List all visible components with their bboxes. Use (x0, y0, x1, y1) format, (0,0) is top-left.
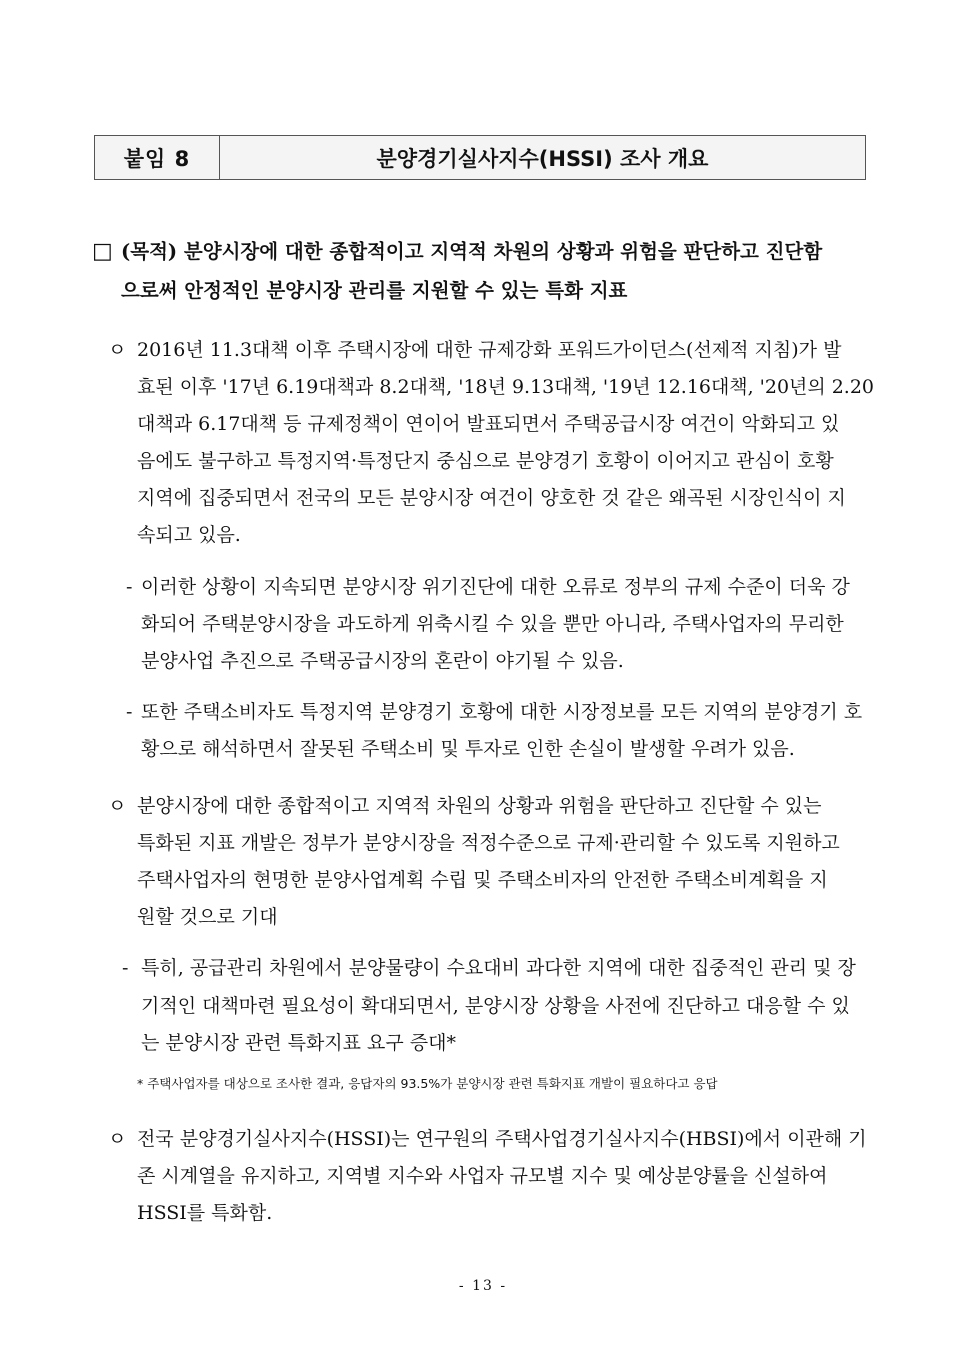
bullet-1-line: 효된 이후 '17년 6.19대책과 8.2대책, '18년 9.13대책, '19년 12.16대책, '20년의 2.20 (137, 376, 874, 398)
bullet-1-line: 지역에 집중되면서 전국의 모든 분양시장 여건이 양호한 것 같은 왜곡된 시장인식이 지 (137, 487, 846, 509)
title-box (94, 135, 866, 180)
dash-2-line: 황으로 해석하면서 잘못된 주택소비 및 투자로 인한 손실이 발생할 우려가 있음. (141, 738, 795, 760)
bullet-3-line: 존 시계열을 유지하고, 지역별 지수와 사업자 규모별 지수 및 예상분양률을 신설하여 (137, 1165, 828, 1187)
bullet-2-line: 주택사업자의 현명한 분양사업계획 수립 및 주택소비자의 안전한 주택소비계획을 지 (137, 869, 828, 891)
circle-bullet-icon: ㅇ (108, 1128, 127, 1150)
bullet-3-line: HSSI를 특화함. (137, 1202, 273, 1224)
bullet-2-line: 분양시장에 대한 종합적이고 지역적 차원의 상황과 위험을 판단하고 진단할 수 있는 (137, 795, 822, 817)
dash-3-line: 기적인 대책마련 필요성이 확대되면서, 분양시장 상황을 사전에 진단하고 대응할 수 있 (141, 995, 850, 1017)
bullet-1-line: 2016년 11.3대책 이후 주택시장에 대한 규제강화 포워드가이던스(선제적 지침)가 발 (137, 339, 842, 361)
dash-3-line: 는 분양시장 관련 특화지표 요구 증대* (141, 1032, 457, 1054)
bullet-1-line: 음에도 불구하고 특정지역·특정단지 중심으로 분양경기 호황이 이어지고 관심이 호황 (137, 450, 834, 472)
purpose-line: 으로써 안정적인 분양시장 관리를 지원할 수 있는 특화 지표 (121, 279, 628, 302)
attachment-label: 붙임 8 (95, 136, 220, 179)
bullet-2-line: 특화된 지표 개발은 정부가 분양시장을 적정수준으로 규제·관리할 수 있도록 지원하고 (137, 832, 840, 854)
square-bullet-icon: □ (92, 239, 113, 264)
bullet-1-line: 대책과 6.17대책 등 규제정책이 연이어 발표되면서 주택공급시장 여건이 악화되고 있 (137, 413, 840, 435)
dash-1-line: 분양사업 추진으로 주택공급시장의 혼란이 야기될 수 있음. (141, 650, 624, 672)
bullet-1-line: 속되고 있음. (137, 524, 241, 546)
page-number: - 13 - (458, 1278, 508, 1294)
dash-bullet: - (122, 957, 129, 979)
purpose-line: (목적) 분양시장에 대한 종합적이고 지역적 차원의 상황과 위험을 판단하고 진단함 (121, 240, 823, 263)
document-heading: 분양경기실사지수(HSSI) 조사 개요 (376, 146, 709, 171)
dash-2-line: 또한 주택소비자도 특정지역 분양경기 호황에 대한 시장정보를 모든 지역의 분양경기 호 (141, 701, 863, 723)
dash-3-line: 특히, 공급관리 차원에서 분양물량이 수요대비 과다한 지역에 대한 집중적인 관리 및 장 (141, 957, 856, 979)
dash-1-line: 이러한 상황이 지속되면 분양시장 위기진단에 대한 오류로 정부의 규제 수준이 더욱 강 (141, 576, 850, 598)
dash-bullet: - (126, 576, 133, 598)
dash-bullet: - (126, 701, 133, 723)
circle-bullet-icon: ㅇ (108, 339, 127, 361)
circle-bullet-icon: ㅇ (108, 795, 127, 817)
bullet-2-line: 원할 것으로 기대 (137, 906, 278, 928)
footnote: * 주택사업자를 대상으로 조사한 결과, 응답자의 93.5%가 분양시장 관련 특화지표 개발이 필요하다고 응답 (137, 1076, 718, 1091)
dash-1-line: 화되어 주택분양시장을 과도하게 위축시킬 수 있을 뿐만 아니라, 주택사업자의 무리한 (141, 613, 844, 635)
bullet-3-line: 전국 분양경기실사지수(HSSI)는 연구원의 주택사업경기실사지수(HBSI)에서 이관해 기 (137, 1128, 867, 1150)
